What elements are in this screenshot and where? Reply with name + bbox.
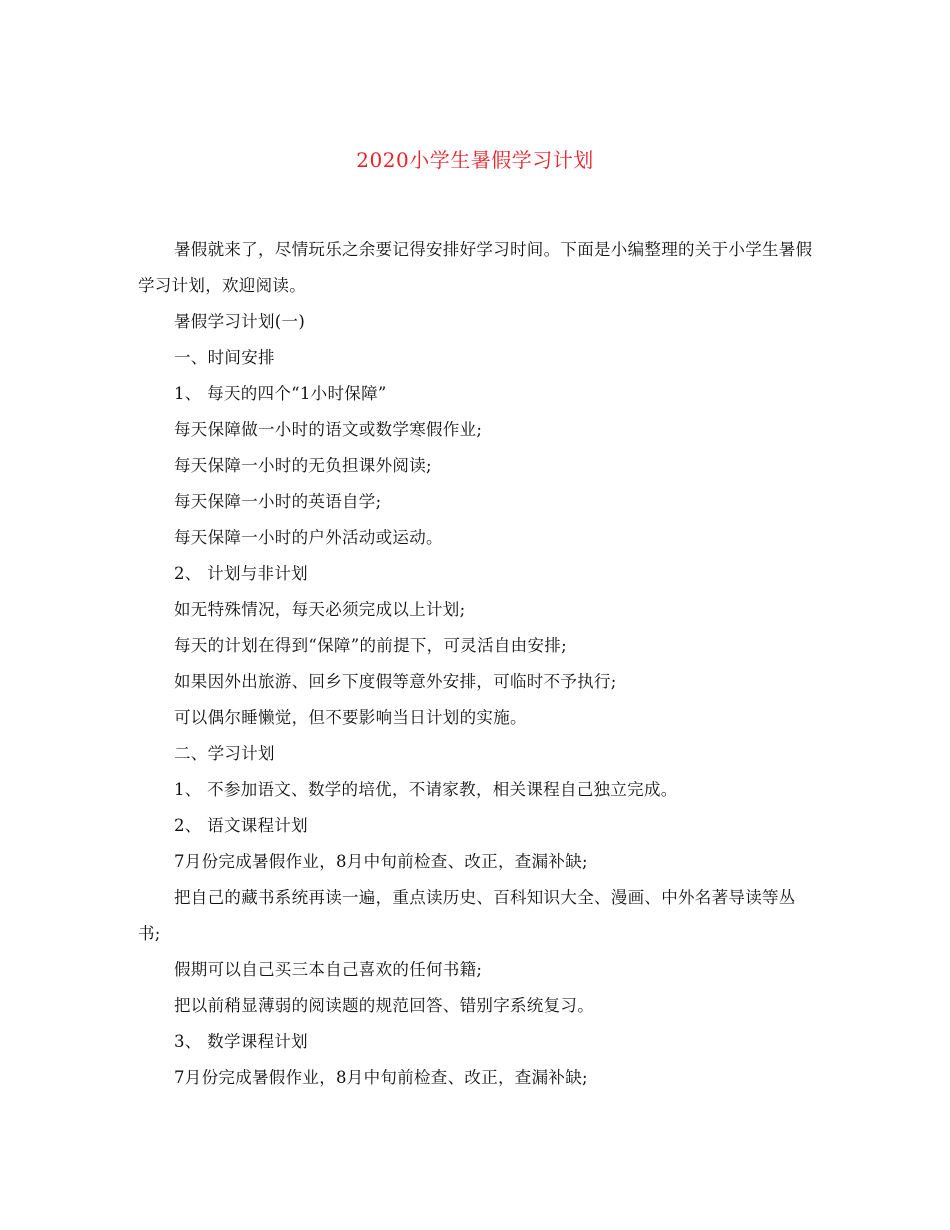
paragraph: 每天保障一小时的英语自学; [174, 492, 382, 511]
paragraph: 7月份完成暑假作业，8月中旬前检查、改正，查漏补缺; [174, 1068, 588, 1087]
list-item: 1、 每天的四个“1小时保障” [174, 384, 387, 403]
paragraph: 每天保障一小时的无负担课外阅读; [174, 456, 432, 475]
paragraph: 每天的计划在得到“保障”的前提下，可灵活自由安排; [174, 636, 567, 655]
paragraph: 如无特殊情况，每天必须完成以上计划; [174, 600, 466, 619]
paragraph: 暑假就来了，尽情玩乐之余要记得安排好学习时间。下面是小编整理的关于小学生暑假学习计划，欢迎阅读。 [138, 240, 813, 295]
section-heading: 一、时间安排 [174, 348, 275, 367]
paragraph: 每天保障一小时的户外活动或运动。 [174, 528, 443, 547]
list-item: 1、 不参加语文、数学的培优，不请家教，相关课程自己独立完成。 [174, 780, 678, 799]
list-item: 2、 语文课程计划 [174, 816, 308, 835]
paragraph: 把以前稍显薄弱的阅读题的规范回答、错别字系统复习。 [174, 996, 594, 1015]
section-heading: 二、学习计划 [174, 744, 275, 763]
paragraph: 7月份完成暑假作业，8月中旬前检查、改正，查漏补缺; [174, 852, 588, 871]
list-item: 3、 数学课程计划 [174, 1032, 308, 1051]
list-item: 2、 计划与非计划 [174, 564, 308, 583]
paragraph: 如果因外出旅游、回乡下度假等意外安排，可临时不予执行; [174, 672, 617, 691]
paragraph: 可以偶尔睡懒觉，但不要影响当日计划的实施。 [174, 708, 527, 727]
paragraph: 假期可以自己买三本自己喜欢的任何书籍; [174, 960, 483, 979]
document-body [138, 232, 814, 1096]
paragraph: 把自己的藏书系统再读一遍，重点读历史、百科知识大全、漫画、中外名著导读等丛书; [138, 888, 796, 943]
paragraph: 每天保障做一小时的语文或数学寒假作业; [174, 420, 483, 439]
section-heading: 暑假学习计划(一) [174, 312, 306, 331]
document-title: 2020小学生暑假学习计划 [356, 148, 594, 172]
